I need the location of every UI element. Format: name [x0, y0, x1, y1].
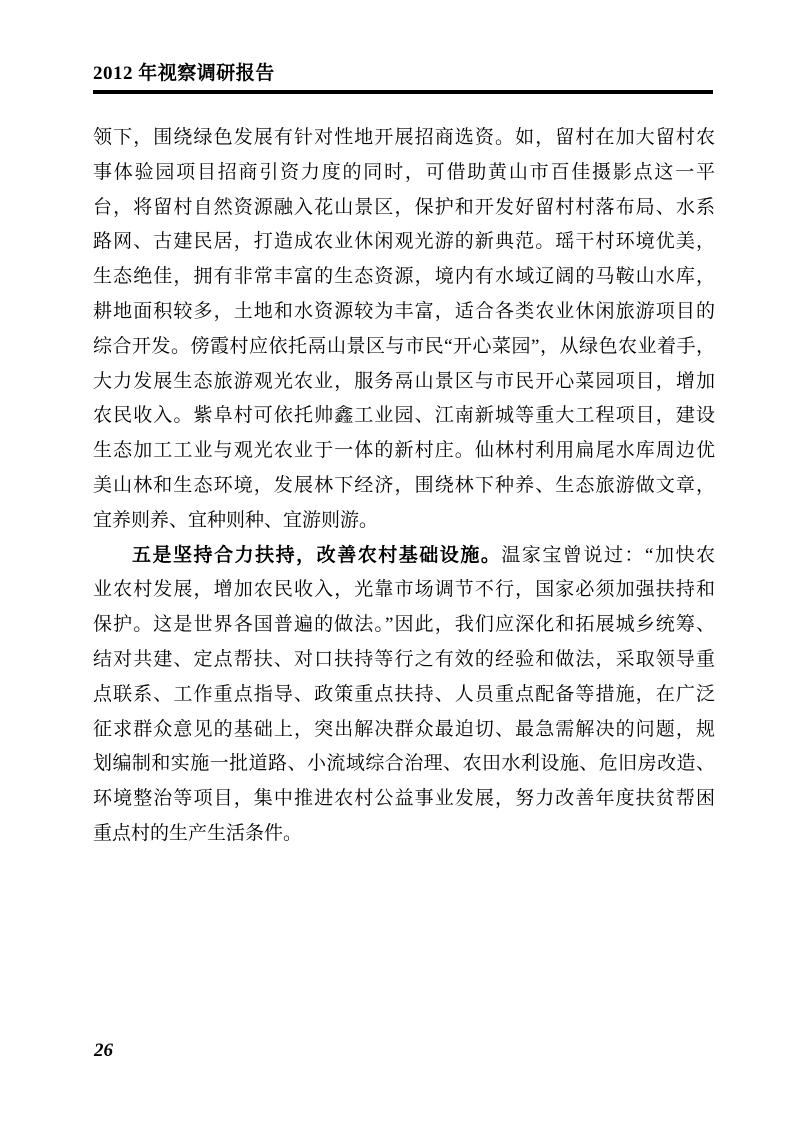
- header-rule: [93, 90, 713, 94]
- paragraph2-line: 环境整治等项目，集中推进农村公益事业发展，努力改善年度扶贫帮困: [93, 788, 715, 810]
- paragraph1-line: 农民收入。紫阜村可依托帅鑫工业园、江南新城等重大工程项目，建设: [93, 405, 715, 427]
- paragraph2-first-line: [93, 539, 715, 574]
- paragraph1-line: 耕地面积较多，土地和水资源较为丰富，适合各类农业休闲旅游项目的: [93, 300, 715, 322]
- paragraph1-last-line: 宜养则养、宜种则种、宜游则游。: [93, 509, 379, 531]
- document-body: [93, 121, 715, 852]
- paragraph1-line: 事体验园项目招商引资力度的同时，可借助黄山市百佳摄影点这一平: [93, 161, 715, 183]
- report-header-title: 2012 年视察调研报告: [93, 63, 275, 84]
- paragraph2-line: 征求群众意见的基础上，突出解决群众最迫切、最急需解决的问题，规: [93, 718, 715, 740]
- paragraph2-bold-lead: 五是坚持合力扶持，改善农村基础设施。: [132, 544, 502, 566]
- paragraph2-line: 划编制和实施一批道路、小流域综合治理、农田水利设施、危旧房改造、: [93, 753, 715, 775]
- paragraph2-lead-rest: 温家宝曾说过：“加快农: [501, 544, 715, 566]
- paragraph1-line: 大力发展生态旅游观光农业，服务鬲山景区与市民开心菜园项目，增加: [93, 370, 715, 392]
- page-header: [93, 62, 713, 86]
- paragraph1-line: 美山林和生态环境，发展林下经济，围绕林下种养、生态旅游做文章，: [93, 474, 715, 496]
- paragraph1-line: 路网、古建民居，打造成农业休闲观光游的新典范。瑶干村环境优美，: [93, 231, 715, 253]
- paragraph1-line: 生态加工工业与观光农业于一体的新村庄。仙林村利用扁尾水库周边优: [93, 440, 715, 462]
- paragraph2-line: 结对共建、定点帮扶、对口扶持等行之有效的经验和做法，采取领导重: [93, 648, 715, 670]
- paragraph1-line: 生态绝佳，拥有非常丰富的生态资源，境内有水域辽阔的马鞍山水库，: [93, 266, 715, 288]
- paragraph2-line: 保护。这是世界各国普遍的做法。”因此，我们应深化和拓展城乡统筹、: [93, 614, 715, 636]
- paragraph2-line: 业农村发展，增加农民收入，光靠市场调节不行，国家必须加强扶持和: [93, 579, 715, 601]
- paragraph1-line: 领下，围绕绿色发展有针对性地开展招商选资。如，留村在加大留村农: [93, 127, 715, 148]
- paragraph1-line: 综合开发。傍霞村应依托鬲山景区与市民“开心菜园”，从绿色农业着手，: [93, 335, 715, 357]
- page-number: 26: [94, 1040, 113, 1061]
- paragraph2-line: 点联系、工作重点指导、政策重点扶持、人员重点配备等措施，在广泛: [93, 683, 715, 705]
- paragraph2-last-line: 重点村的生产生活条件。: [93, 822, 303, 844]
- paragraph1-line: 台，将留村自然资源融入花山景区，保护和开发好留村村落布局、水系: [93, 196, 715, 218]
